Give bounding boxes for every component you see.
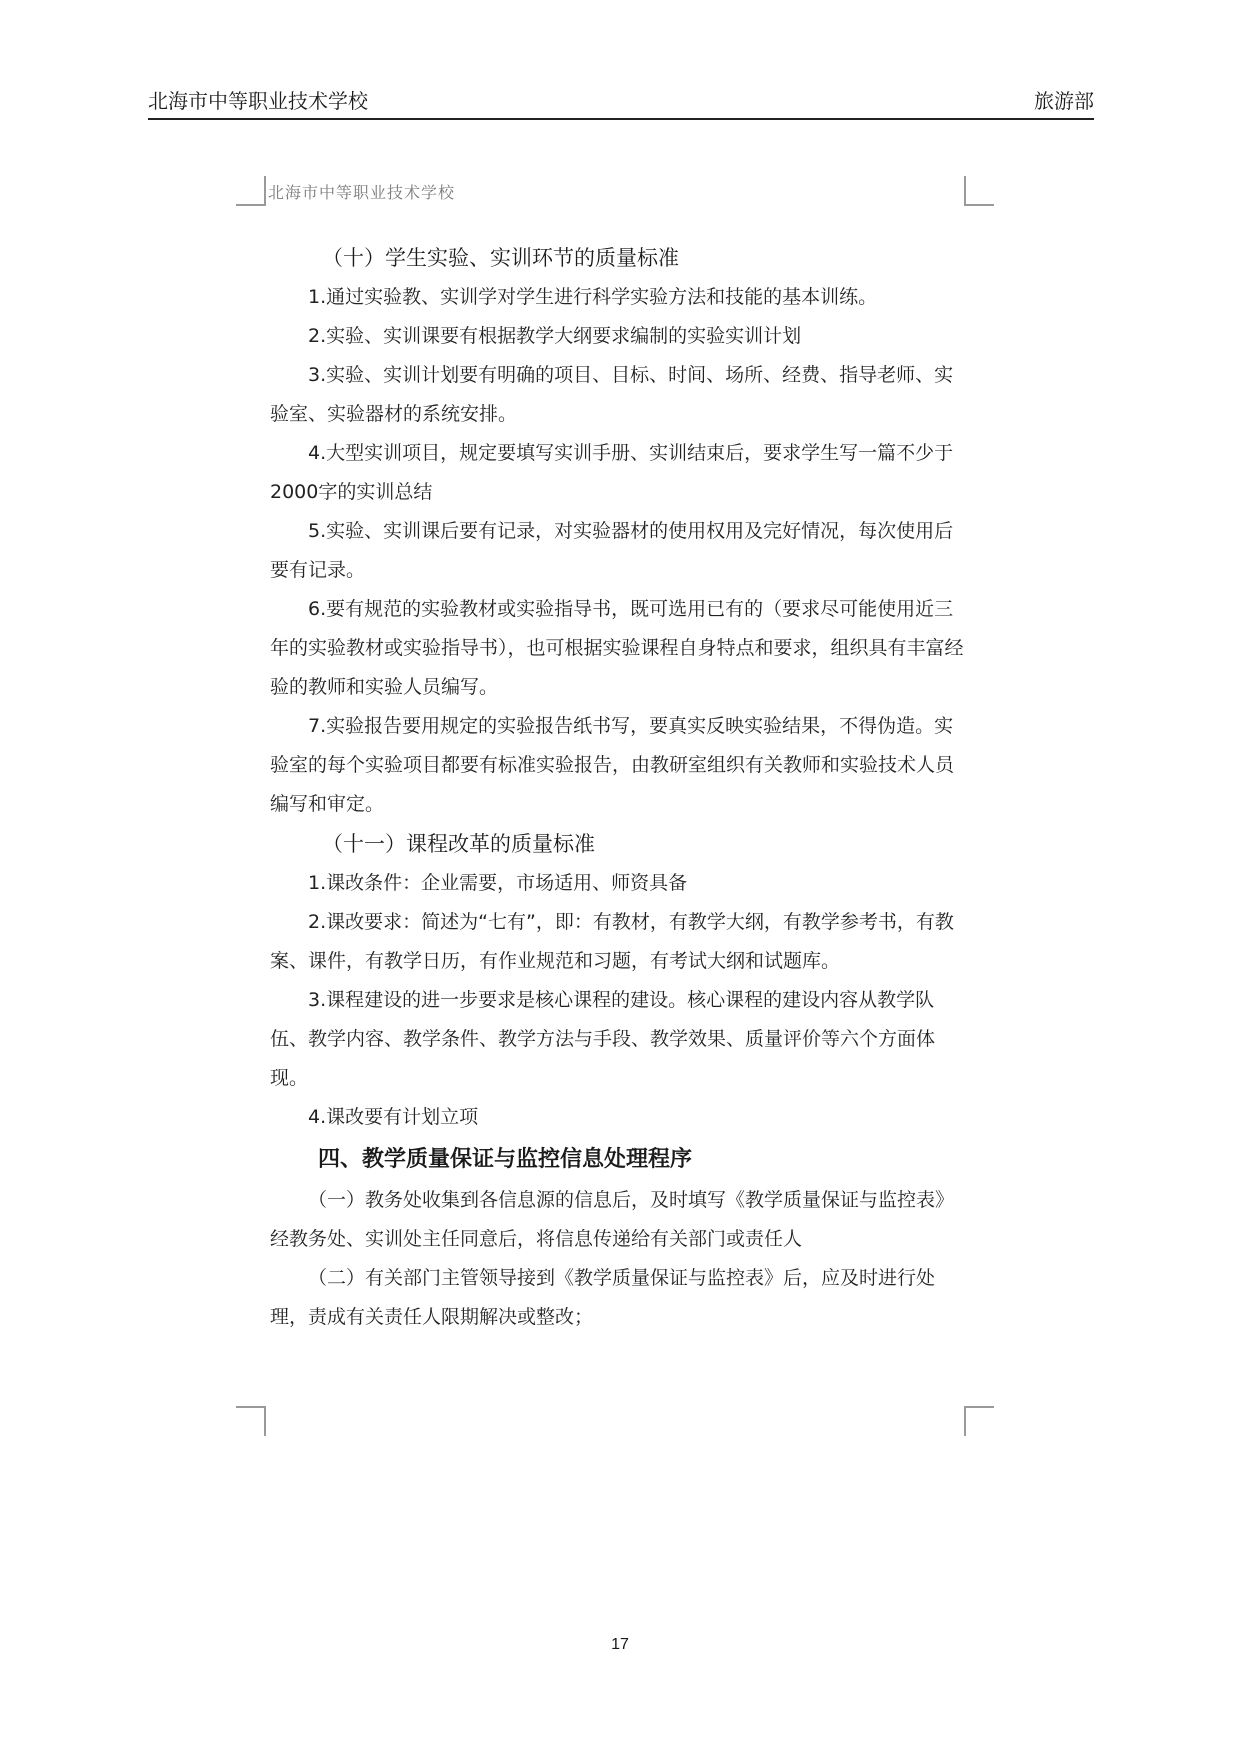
section-4-item-2: （二）有关部门主管领导接到《教学质量保证与监控表》后，应及时进行处理，责成有关责任人限期解决或整改； [270, 1267, 936, 1328]
section-11-heading: （十一）课程改革的质量标准 [322, 832, 595, 856]
section-4-heading: 四、教学质量保证与监控信息处理程序 [318, 1147, 693, 1172]
section-10-item-7: 7.实验报告要用规定的实验报告纸书写，要真实反映实验结果，不得伪造。实验室的每个实验项目都要有标准实验报告，由教研室组织有关教师和实验技术人员编写和审定。 [270, 715, 955, 815]
header-department: 旅游部 [1034, 89, 1094, 113]
section-10-heading: （十）学生实验、实训环节的质量标准 [322, 246, 679, 270]
section-10-item-5: 5.实验、实训课后要有记录，对实验器材的使用权用及完好情况，每次使用后要有记录。 [270, 520, 954, 581]
page-number: 17 [611, 1636, 629, 1653]
section-11-item-3: 3.课程建设的进一步要求是核心课程的建设。核心课程的建设内容从教学队伍、教学内容、教学条件、教学方法与手段、教学效果、质量评价等六个方面体现。 [270, 989, 936, 1089]
section-4-item-1: （一）教务处收集到各信息源的信息后，及时填写《教学质量保证与监控表》经教务处、实训处主任同意后，将信息传递给有关部门或责任人 [270, 1189, 955, 1250]
crop-mark-top-right [964, 176, 994, 206]
running-header [148, 88, 1094, 120]
section-11-item-4: 4.课改要有计划立项 [308, 1106, 479, 1128]
section-10-item-2: 2.实验、实训课要有根据教学大纲要求编制的实验实训计划 [308, 325, 802, 347]
scan-header-school-name: 北海市中等职业技术学校 [268, 183, 456, 202]
crop-mark-top-left [236, 176, 266, 206]
section-10-item-3: 3.实验、实训计划要有明确的项目、目标、时间、场所、经费、指导老师、实验室、实验器材的系统安排。 [270, 364, 954, 425]
crop-mark-bottom-right [964, 1406, 994, 1436]
section-10-item-1: 1.通过实验教、实训学对学生进行科学实验方法和技能的基本训练。 [308, 286, 878, 308]
header-school-name: 北海市中等职业技术学校 [148, 89, 368, 113]
section-11-item-1: 1.课改条件：企业需要，市场适用、师资具备 [308, 872, 688, 894]
section-10-item-4: 4.大型实训项目，规定要填写实训手册、实训结束后，要求学生写一篇不少于2000字的实训总结 [270, 442, 954, 503]
crop-mark-bottom-left [236, 1406, 266, 1436]
section-10-item-6: 6.要有规范的实验教材或实验指导书，既可选用已有的（要求尽可能使用近三年的实验教材或实验指导书），也可根据实验课程自身特点和要求，组织具有丰富经验的教师和实验人员编写。 [270, 598, 964, 698]
section-11-item-2: 2.课改要求：简述为“七有”，即：有教材，有教学大纲，有教学参考书，有教案、课件，有教学日历，有作业规范和习题，有考试大纲和试题库。 [270, 911, 954, 972]
document-body [270, 238, 970, 1337]
